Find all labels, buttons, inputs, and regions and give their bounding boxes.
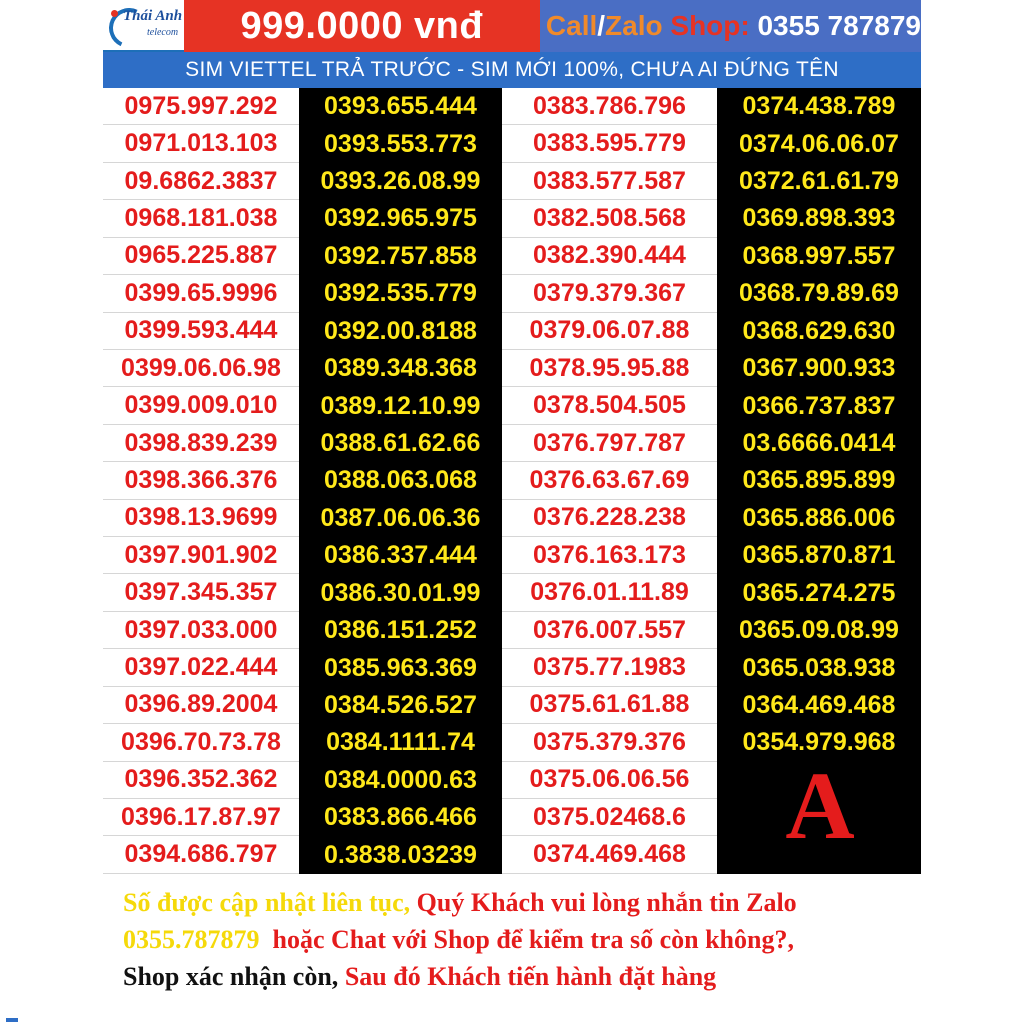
number-column-2 (299, 88, 502, 874)
number-column-1 (103, 88, 299, 874)
notice-l1-red: Quý Khách vui lòng nhắn tin Zalo (416, 888, 797, 917)
sim-number-cell: 0376.797.787 (502, 425, 717, 462)
sim-number-cell: 0384.526.527 (324, 690, 477, 719)
header-bar (103, 0, 921, 52)
sim-number-cell: 0379.379.367 (502, 275, 717, 312)
sim-number-cell: 0376.63.67.69 (502, 462, 717, 499)
logo-brand-text: Thái Anh (123, 8, 183, 24)
sim-number-cell: 0383.595.779 (502, 125, 717, 162)
sim-number-cell: 0375.379.376 (502, 724, 717, 761)
sim-number-cell: 0386.30.01.99 (320, 578, 481, 607)
contact-phone: 0355 787879 (757, 10, 921, 41)
sim-number-cell: 0375.61.61.88 (502, 687, 717, 724)
contact-separator: / (597, 10, 606, 41)
sim-number-cell: 0365.895.899 (742, 466, 896, 495)
sim-number-cell: 0398.366.376 (103, 462, 299, 499)
contact-shop: Shop: (670, 10, 750, 41)
sim-number-cell: 0392.965.975 (324, 204, 477, 233)
sim-number-cell: 0368.629.630 (742, 316, 896, 345)
sim-number-cell: 0398.13.9699 (103, 500, 299, 537)
brand-logo (103, 0, 184, 52)
sim-number-cell: 0378.504.505 (502, 387, 717, 424)
sim-number-cell: 0396.352.362 (103, 762, 299, 799)
sim-number-cell: 0386.337.444 (324, 541, 477, 570)
sim-number-cell: 0392.535.779 (324, 279, 477, 308)
notice-line-2 (123, 921, 913, 958)
sim-number-cell: 0365.09.08.99 (739, 616, 899, 645)
sim-number-grid (103, 88, 921, 874)
sim-price-sheet (103, 0, 921, 1024)
sim-number-cell: 0374.469.468 (502, 836, 717, 873)
sim-number-cell: 0399.06.06.98 (103, 350, 299, 387)
sim-number-cell: 0368.997.557 (742, 241, 896, 270)
sim-number-cell: 0387.06.06.36 (320, 503, 481, 532)
sim-number-cell: 0393.553.773 (324, 129, 477, 158)
sim-number-cell: 0369.898.393 (742, 204, 896, 233)
sim-number-cell: 0383.577.587 (502, 163, 717, 200)
sim-number-cell: 0399.65.9996 (103, 275, 299, 312)
sim-number-cell: 0393.655.444 (324, 92, 477, 121)
sim-number-cell: 0382.390.444 (502, 238, 717, 275)
sim-number-cell: 03.6666.0414 (742, 429, 896, 457)
notice-text (123, 884, 913, 995)
sim-number-cell: 0383.866.466 (324, 803, 477, 832)
sim-number-cell: 0376.163.173 (502, 537, 717, 574)
sim-number-cell: 0397.901.902 (103, 537, 299, 574)
sim-number-cell: 0375.02468.6 (502, 799, 717, 836)
sim-number-cell: 0375.06.06.56 (502, 762, 717, 799)
sim-number-cell: 0396.70.73.78 (103, 724, 299, 761)
number-column-3 (502, 88, 717, 874)
sim-number-cell: 0376.01.11.89 (502, 574, 717, 611)
notice-l3-black: Shop xác nhận còn, (123, 962, 345, 991)
corner-tick (6, 1018, 18, 1022)
sim-number-cell: 0392.757.858 (324, 241, 477, 270)
sim-number-cell: 0372.61.61.79 (739, 167, 899, 196)
sim-number-cell: 0384.1111.74 (326, 728, 475, 757)
sim-number-cell: 0399.593.444 (103, 313, 299, 350)
subtitle-banner: SIM VIETTEL TRẢ TRƯỚC - SIM MỚI 100%, CHƯA AI ĐỨNG TÊN (103, 52, 921, 88)
sim-number-cell: 0354.979.968 (742, 728, 896, 757)
sim-number-cell: 0975.997.292 (103, 88, 299, 125)
notice-l2-red: hoặc Chat với Shop để kiểm tra số còn không?, (272, 925, 794, 954)
notice-l1-yellow: Số được cập nhật liên tục, (123, 888, 417, 917)
sim-number-cell: 0365.886.006 (742, 503, 896, 532)
sim-number-cell: 0375.77.1983 (502, 649, 717, 686)
sim-number-cell: 0386.151.252 (324, 616, 477, 645)
sim-number-cell: 0374.06.06.07 (739, 129, 899, 158)
sim-number-cell: 0384.0000.63 (324, 765, 477, 794)
sim-number-cell: 0376.007.557 (502, 612, 717, 649)
price-label: 999.0000 vnđ (184, 0, 540, 52)
sim-number-cell: 0379.06.07.88 (502, 313, 717, 350)
sim-number-cell: 0397.033.000 (103, 612, 299, 649)
sim-number-cell: 09.6862.3837 (103, 163, 299, 200)
sim-number-cell: 0388.063.068 (324, 466, 477, 495)
sim-number-cell: 0382.508.568 (502, 200, 717, 237)
sim-number-cell: 0392.00.8188 (324, 316, 477, 345)
sim-number-cell: 0365.038.938 (742, 653, 896, 682)
sim-number-cell: 0399.009.010 (103, 387, 299, 424)
sim-number-cell: 0965.225.887 (103, 238, 299, 275)
sim-number-cell: 0393.26.08.99 (320, 167, 481, 196)
sim-number-cell: 0367.900.933 (742, 354, 896, 383)
sim-number-cell: 0368.79.89.69 (739, 279, 899, 308)
sim-number-cell: 0365.274.275 (742, 578, 896, 607)
sim-number-cell: 0971.013.103 (103, 125, 299, 162)
sim-number-cell: 0374.438.789 (742, 92, 896, 121)
sim-number-cell: 0968.181.038 (103, 200, 299, 237)
list-letter-mark: A (785, 751, 855, 859)
contact-label (540, 0, 921, 52)
sim-number-cell: 0388.61.62.66 (320, 429, 481, 457)
sim-number-cell: 0396.89.2004 (103, 687, 299, 724)
notice-l2-yellow: 0355.787879 (123, 925, 273, 954)
sim-number-cell: 0389.12.10.99 (320, 391, 481, 420)
notice-line-3 (123, 958, 913, 995)
sim-number-cell: 0376.228.238 (502, 500, 717, 537)
sim-number-cell: 0396.17.87.97 (103, 799, 299, 836)
sim-number-cell: 0364.469.468 (742, 690, 896, 719)
notice-l3-red: Sau đó Khách tiến hành đặt hàng (344, 962, 717, 991)
notice-line-1 (123, 884, 913, 921)
logo-dot-icon (111, 10, 118, 17)
sim-number-cell: 0.3838.03239 (324, 840, 477, 869)
sim-number-cell: 0394.686.797 (103, 836, 299, 873)
sim-number-cell: 0378.95.95.88 (502, 350, 717, 387)
sim-number-cell: 0398.839.239 (103, 425, 299, 462)
sim-number-cell: 0397.022.444 (103, 649, 299, 686)
contact-call: Call (545, 10, 598, 41)
sim-number-cell: 0397.345.357 (103, 574, 299, 611)
sim-number-cell: 0389.348.368 (324, 354, 477, 383)
sim-number-cell: 0383.786.796 (502, 88, 717, 125)
sim-number-cell: 0365.870.871 (742, 541, 896, 570)
sim-number-cell: 0385.963.369 (324, 653, 477, 682)
sim-number-cell: 0366.737.837 (742, 391, 896, 420)
contact-zalo: Zalo (605, 10, 663, 41)
logo-tagline: telecom (147, 27, 179, 38)
